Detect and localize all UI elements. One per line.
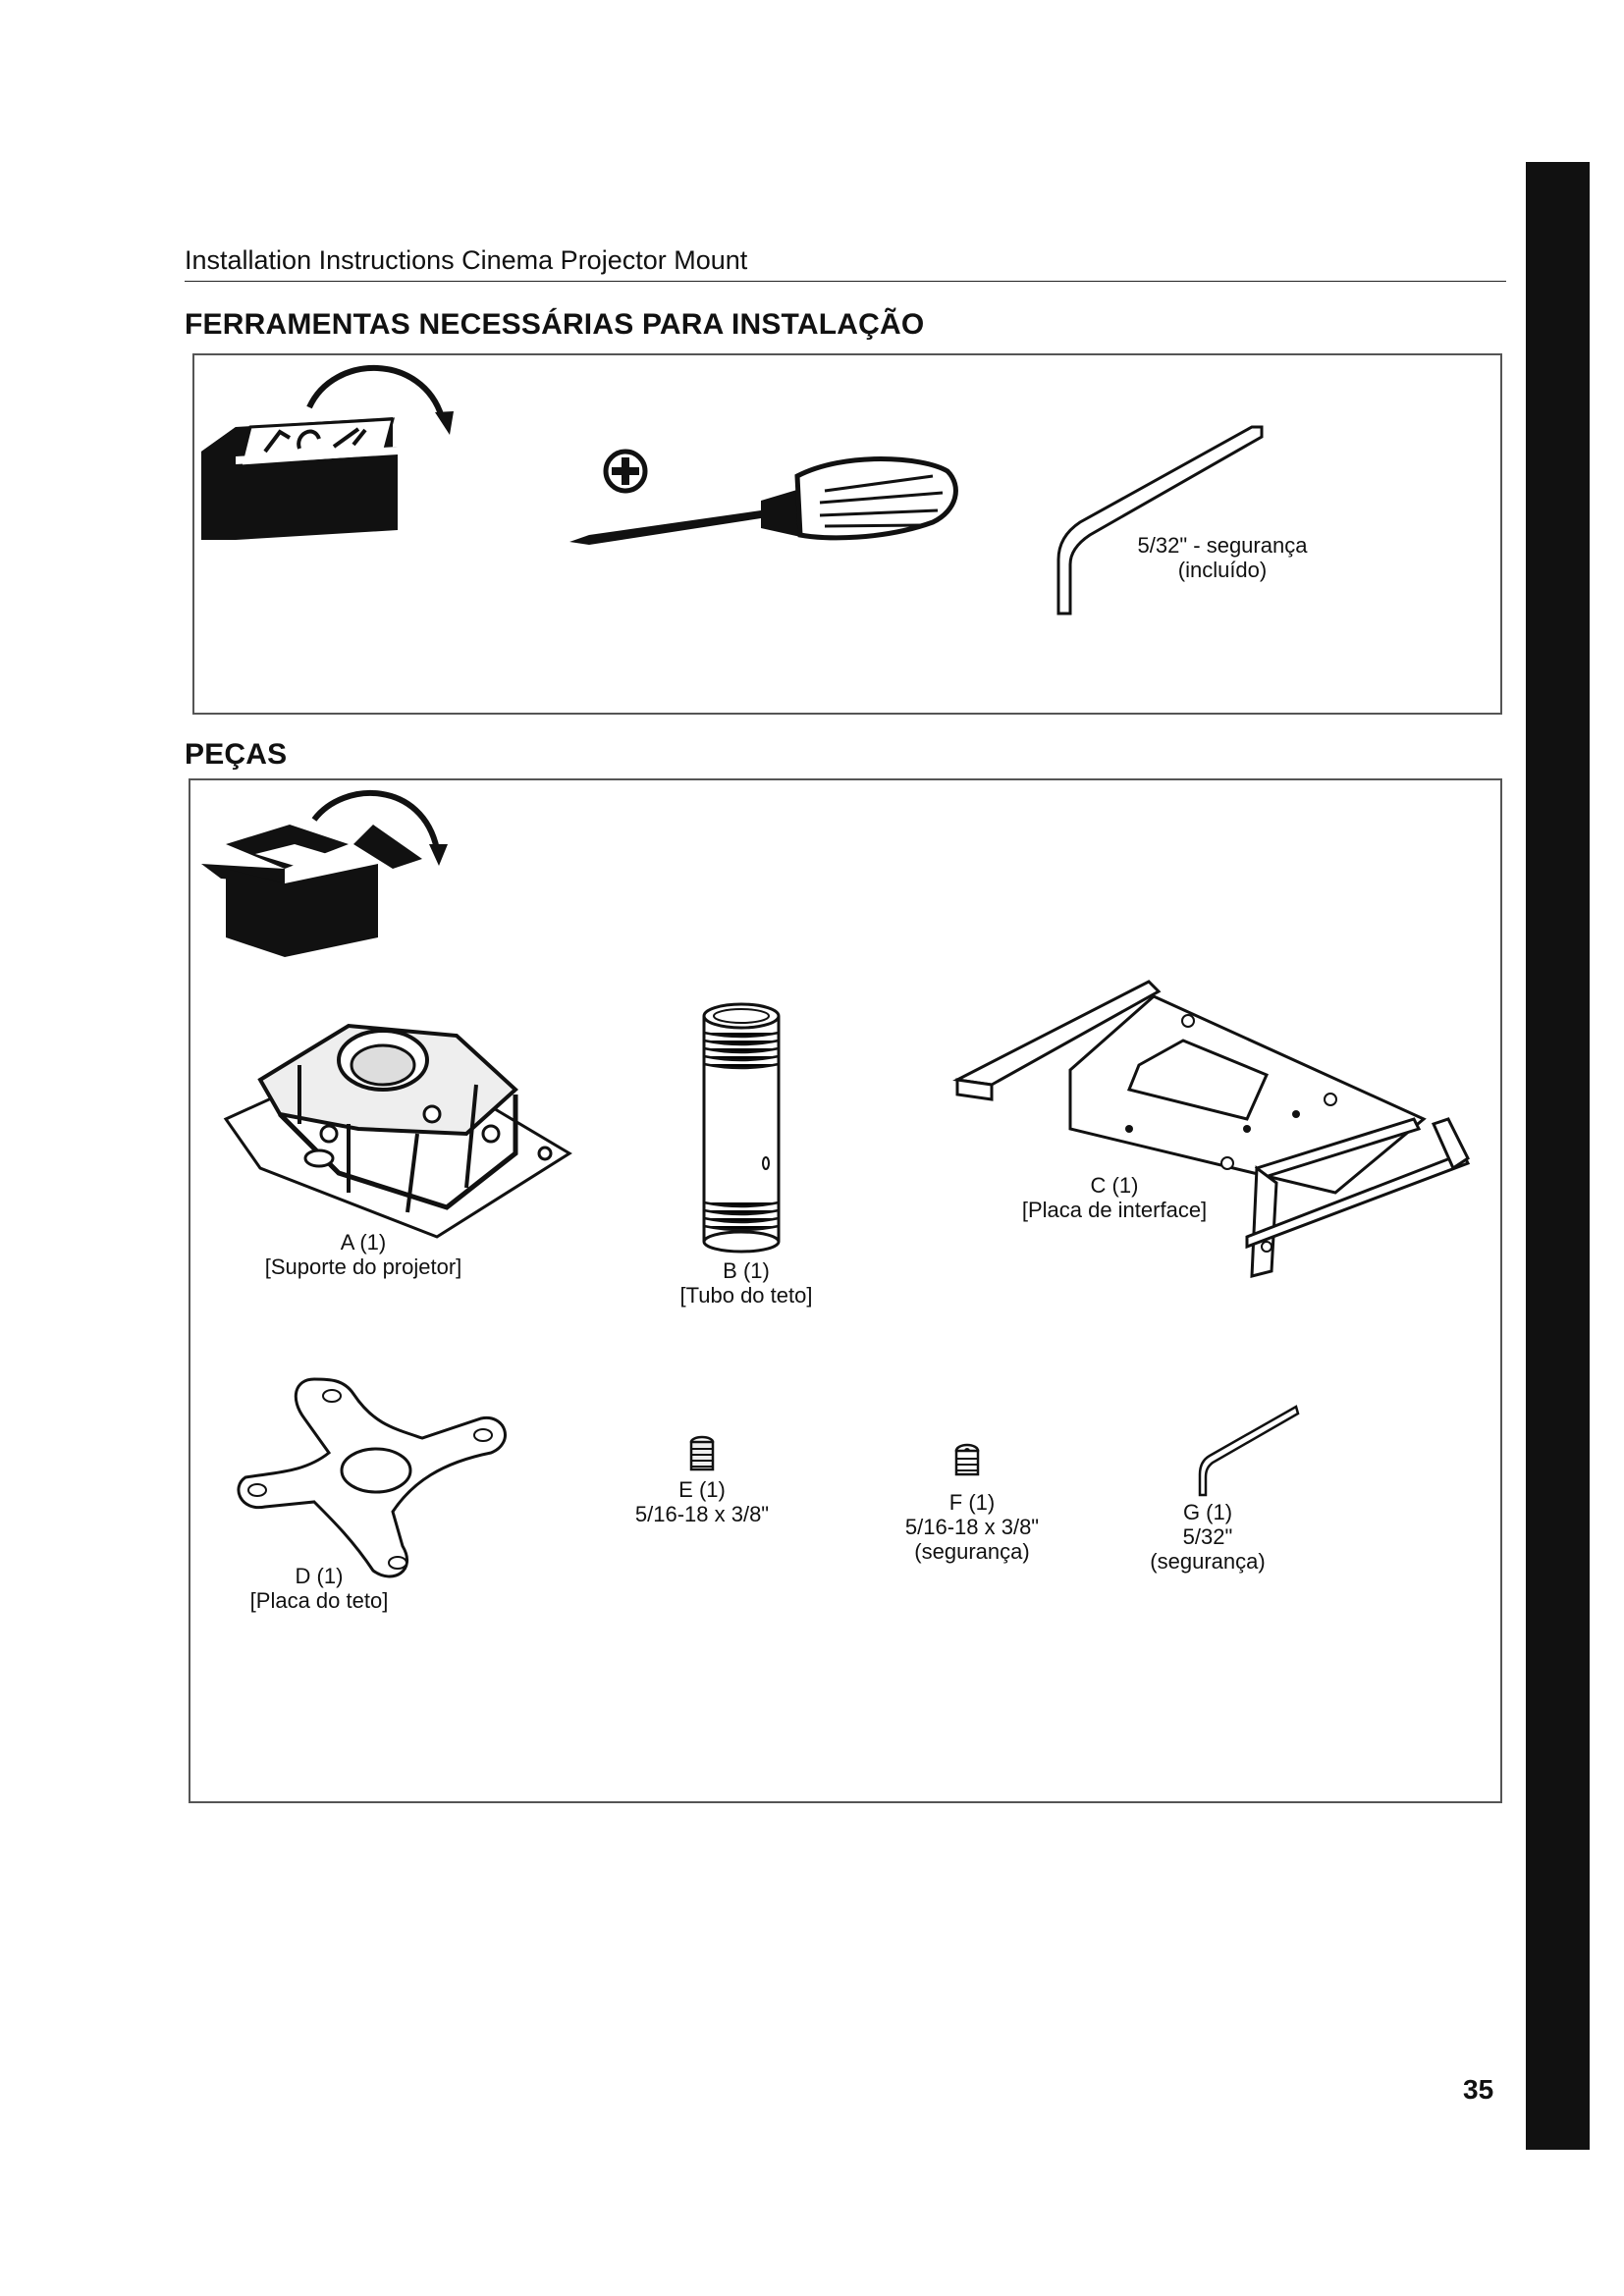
part-d-label: D (1) [Placa do teto] xyxy=(249,1564,389,1613)
interface-plate-illustration xyxy=(952,972,1478,1276)
phillips-screwdriver-icon xyxy=(569,432,962,560)
header-divider xyxy=(185,281,1506,282)
tools-section-title: FERRAMENTAS NECESSÁRIAS PARA INSTALAÇÃO xyxy=(185,308,925,341)
part-a-label: A (1) [Suporte do projetor] xyxy=(264,1230,462,1279)
parts-box-icon xyxy=(196,785,452,962)
page-header: Installation Instructions Cinema Projector Mount xyxy=(185,245,748,275)
ceiling-tube-illustration xyxy=(697,1001,785,1252)
part-e-label: E (1) 5/16-18 x 3/8" xyxy=(634,1477,770,1526)
security-screw-icon xyxy=(952,1443,982,1478)
part-f-label: F (1) 5/16-18 x 3/8" (segurança) xyxy=(904,1490,1040,1564)
security-hex-key-icon xyxy=(1188,1404,1301,1497)
parts-section-title: PEÇAS xyxy=(185,738,288,771)
part-b-label: B (1) [Tubo do teto] xyxy=(679,1258,813,1308)
projector-bracket-illustration xyxy=(221,996,574,1237)
set-screw-icon xyxy=(687,1435,717,1474)
page-number: 35 xyxy=(1463,2074,1494,2105)
hex-key-icon xyxy=(1051,422,1267,618)
ceiling-plate-illustration xyxy=(236,1374,511,1585)
side-tab xyxy=(1526,162,1590,2150)
toolbox-icon xyxy=(196,358,471,555)
part-g-label: G (1) 5/32" (segurança) xyxy=(1150,1500,1266,1574)
hex-key-tool-label: 5/32" - segurança (incluído) xyxy=(1137,533,1308,582)
part-c-label: C (1) [Placa de interface] xyxy=(1021,1173,1208,1222)
